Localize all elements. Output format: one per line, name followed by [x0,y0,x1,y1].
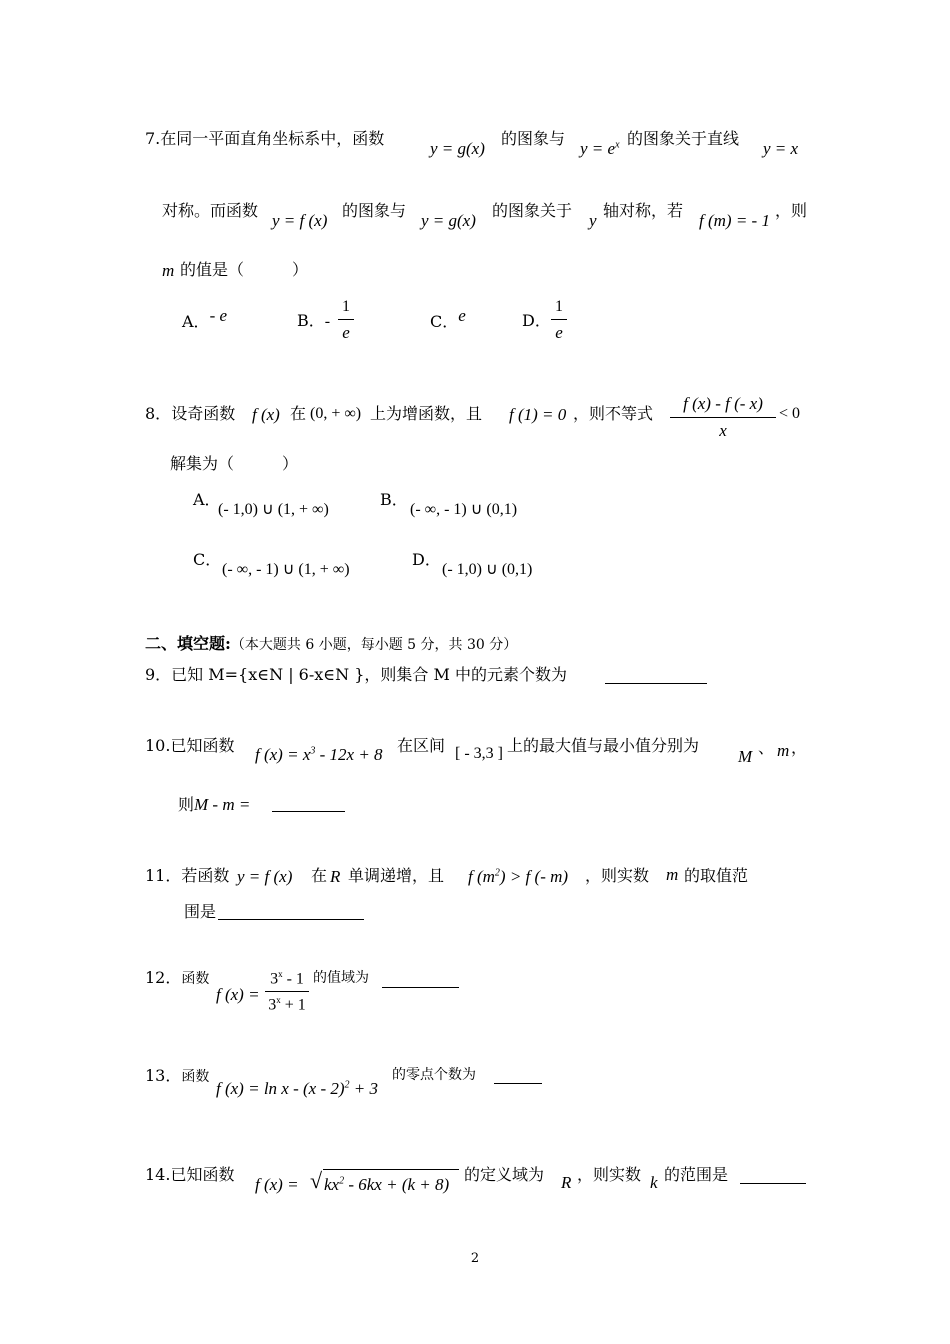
q7-option-b-denominator: e [342,323,350,342]
q12-fraction-denominator [265,995,309,1014]
q14-math-radicand [324,1176,449,1193]
q7-option-b-numerator: 1 [342,298,350,315]
fraction-bar [551,319,567,320]
q8-option-d-label: D． [412,550,441,569]
q14-math-fx: f (x) = [255,1175,299,1194]
q13-math-sup: 2 [344,1079,350,1091]
q13-math-fx [216,1080,378,1097]
q8-option-a[interactable] [193,492,221,508]
q12-num-sup: x [278,969,283,979]
q7-option-c[interactable] [430,306,466,331]
q8-line1 [145,406,235,422]
q8-text-d: ，则不等式 [573,404,654,423]
q11-math-R: R [330,867,341,886]
q13-line [145,1068,209,1084]
q8-option-b[interactable] [380,492,408,508]
q7-text-l2b: 的图象与 [342,201,407,220]
q11-math-ineq [468,868,568,885]
q7-math-y: y [589,211,597,230]
q8-fraction-numerator: f (x) - f (- x) [683,394,763,413]
q11-math-ineq-a: f (m [468,867,495,886]
q10-text-d: 、 [758,738,775,757]
q7-text-l3: 的值是（ ） [180,260,309,279]
q9-answer-blank[interactable] [605,683,707,684]
q8-option-c-label: C． [193,550,222,569]
q12-fraction-numerator [265,969,309,988]
q14-rad-rest: - 6kx + (k + 8) [344,1175,450,1194]
sqrt-icon: √ [310,1168,323,1193]
q7-option-c-label: C． [430,312,459,331]
q8-option-d[interactable] [412,552,441,568]
q8-text-b: 在 [290,404,307,423]
q11-text-b: 在 [311,866,328,885]
q14-text-b: 的定义域为 [464,1165,545,1184]
q7-text-b: 的图象与 [501,129,566,148]
q7-option-b-sign: - [324,313,331,330]
q7-option-b-label: B． [297,311,325,330]
q7-math-yx: y = x [763,139,799,158]
q8-option-c[interactable] [193,552,221,568]
q7-line1 [145,131,384,147]
q14-math-R: R [561,1173,572,1192]
q7-math-fm: f (m) = - 1 [699,211,770,230]
q12-line [145,970,209,986]
page-number: 2 [470,1251,480,1266]
q7-option-d-fraction [551,298,567,343]
q11-math-ineq-sup: 2 [494,867,500,879]
q11-answer-blank[interactable] [218,919,364,920]
q7-text-l2c: 的图象关于 [492,201,573,220]
q11-text-d: ，则实数 [585,866,650,885]
q12-fraction [265,969,309,1015]
q7-math-yex [580,140,620,157]
q12-math-fx: f (x) = [216,985,260,1004]
q11-math-yfx: y = f (x) [237,867,293,886]
q12-num-rest: - 1 [282,970,304,988]
q7-math-yex-sup: x [615,139,620,151]
q11-text-c: 单调递增，且 [348,866,445,885]
q8-text-c: 上为增函数，且 [370,404,483,423]
q11-math-m: m [666,865,679,884]
q7-text-l2a: 对称。而函数 [162,201,259,220]
section-note: （本大题共 6 小题，每小题 5 分，共 30 分） [230,637,518,653]
q14-text-d: 的范围是 [664,1165,729,1184]
q8-option-b-label: B． [380,490,408,509]
q8-math-lt0: < 0 [779,405,801,422]
q8-text-a: 设奇函数 [171,404,236,423]
q7-text-c: 的图象关于直线 [627,129,740,148]
q7-option-d-label: D． [522,311,551,330]
q8-option-a-label: A． [193,490,221,509]
q8-option-d-value: (- 1,0) ∪ (0,1) [442,561,533,578]
q8-math-interval: (0, + ∞) [310,405,362,422]
q11-text-a: 若函数 [181,866,230,885]
q7-option-d-numerator: 1 [555,298,563,315]
q8-inequality-fraction [670,394,776,441]
q8-option-a-value: (- 1,0) ∪ (1, + ∞) [218,501,329,518]
q14-math-k: k [650,1173,658,1192]
q10-math-m: m [777,741,790,760]
q11-math-ineq-b: ) > f (- m) [499,867,569,886]
q7-math-ygx2: y = g(x) [421,211,476,230]
q12-text-a: 函数 [181,971,210,987]
q10-text-e: ， [791,738,808,757]
q10-line1 [145,738,234,754]
q7-option-a-label: A． [182,312,210,331]
q8-number: 8． [145,404,172,423]
q10-math-Mm: M - m = [194,795,251,814]
q10-text-c: 上的最大值与最小值分别为 [507,736,700,755]
q11-number: 11． [145,866,182,885]
q9-text: 9．已知 M={x∈N | 6-x∈N }，则集合 M 中的元素个数为 [145,665,567,684]
q10-math-fx-sup: 3 [310,745,316,757]
section-title: 二、填空题: [145,634,231,653]
q12-number: 12． [145,968,182,987]
q10-math-interval: [ - 3,3 ] [455,745,503,762]
section-heading [145,636,517,652]
q7-option-d-denominator: e [555,323,563,342]
q11-text-l2: 围是 [184,902,217,921]
q10-math-fx [255,746,383,763]
sqrt-overbar [323,1169,459,1170]
q13-text-b: 的零点个数为 [392,1067,476,1083]
q7-option-c-value: e [458,306,466,325]
q10-math-M: M [738,747,753,766]
q14-line [145,1167,234,1183]
q7-text-l2e: ，则 [775,201,808,220]
q7-math-m: m [162,261,175,280]
q7-option-a-value: - e [209,306,228,325]
q7-option-b-fraction [338,298,354,343]
q10-text-l2: 则 [178,795,195,814]
q7-option-d[interactable] [522,313,551,329]
q8-option-b-value: (- ∞, - 1) ∪ (0,1) [410,501,518,518]
q10-number: 10. [145,736,171,755]
q10-line2 [178,796,250,813]
q7-option-a[interactable] [182,306,228,331]
q10-text-b: 在区间 [397,736,446,755]
q8-math-f1: f (1) = 0 [509,405,567,424]
q13-text-a: 函数 [181,1069,210,1085]
q12-text-b: 的值域为 [313,970,369,986]
q7-text-a: 在同一平面直角坐标系中，函数 [160,129,385,148]
q7-math-ygx: y = g(x) [430,139,485,158]
q13-math-rest: + 3 [349,1079,379,1098]
q14-number: 14. [145,1165,171,1184]
q10-answer-blank[interactable] [272,811,345,812]
q14-rad-sup: 2 [339,1175,345,1187]
q13-number: 13． [145,1066,182,1085]
q14-rad-base: kx [324,1175,340,1194]
fraction-bar [265,991,309,992]
q12-answer-blank[interactable] [382,987,459,988]
q7-option-b[interactable] [297,313,330,330]
fraction-bar [338,319,354,320]
q14-answer-blank[interactable] [740,1183,806,1184]
q12-num-base: 3 [270,970,279,988]
q12-den-rest: + 1 [280,996,306,1014]
q10-math-fx-rest: - 12x + 8 [315,745,383,764]
q7-text-l2d: 轴对称，若 [603,201,684,220]
q13-math-base: f (x) = ln x - (x - 2) [216,1079,345,1098]
q7-math-yex-base: y = e [580,139,616,158]
q7-number: 7. [145,129,161,148]
fraction-bar [670,417,776,418]
q8-option-c-value: (- ∞, - 1) ∪ (1, + ∞) [222,561,350,578]
q14-text-c: ，则实数 [577,1165,642,1184]
q11-text-e: 的取值范 [684,866,749,885]
q10-text-a: 已知函数 [170,736,235,755]
q8-fraction-denominator: x [719,421,727,440]
q12-den-base: 3 [268,996,277,1014]
q11-line1 [145,868,229,884]
q7-math-yfx: y = f (x) [272,211,328,230]
q13-answer-blank[interactable] [494,1083,542,1084]
q8-text-l2: 解集为（ ） [170,454,299,473]
q10-math-fx-base: f (x) = x [255,745,311,764]
q8-math-fx: f (x) [252,405,280,424]
q14-text-a: 已知函数 [170,1165,235,1184]
q12-den-sup: x [276,995,281,1006]
